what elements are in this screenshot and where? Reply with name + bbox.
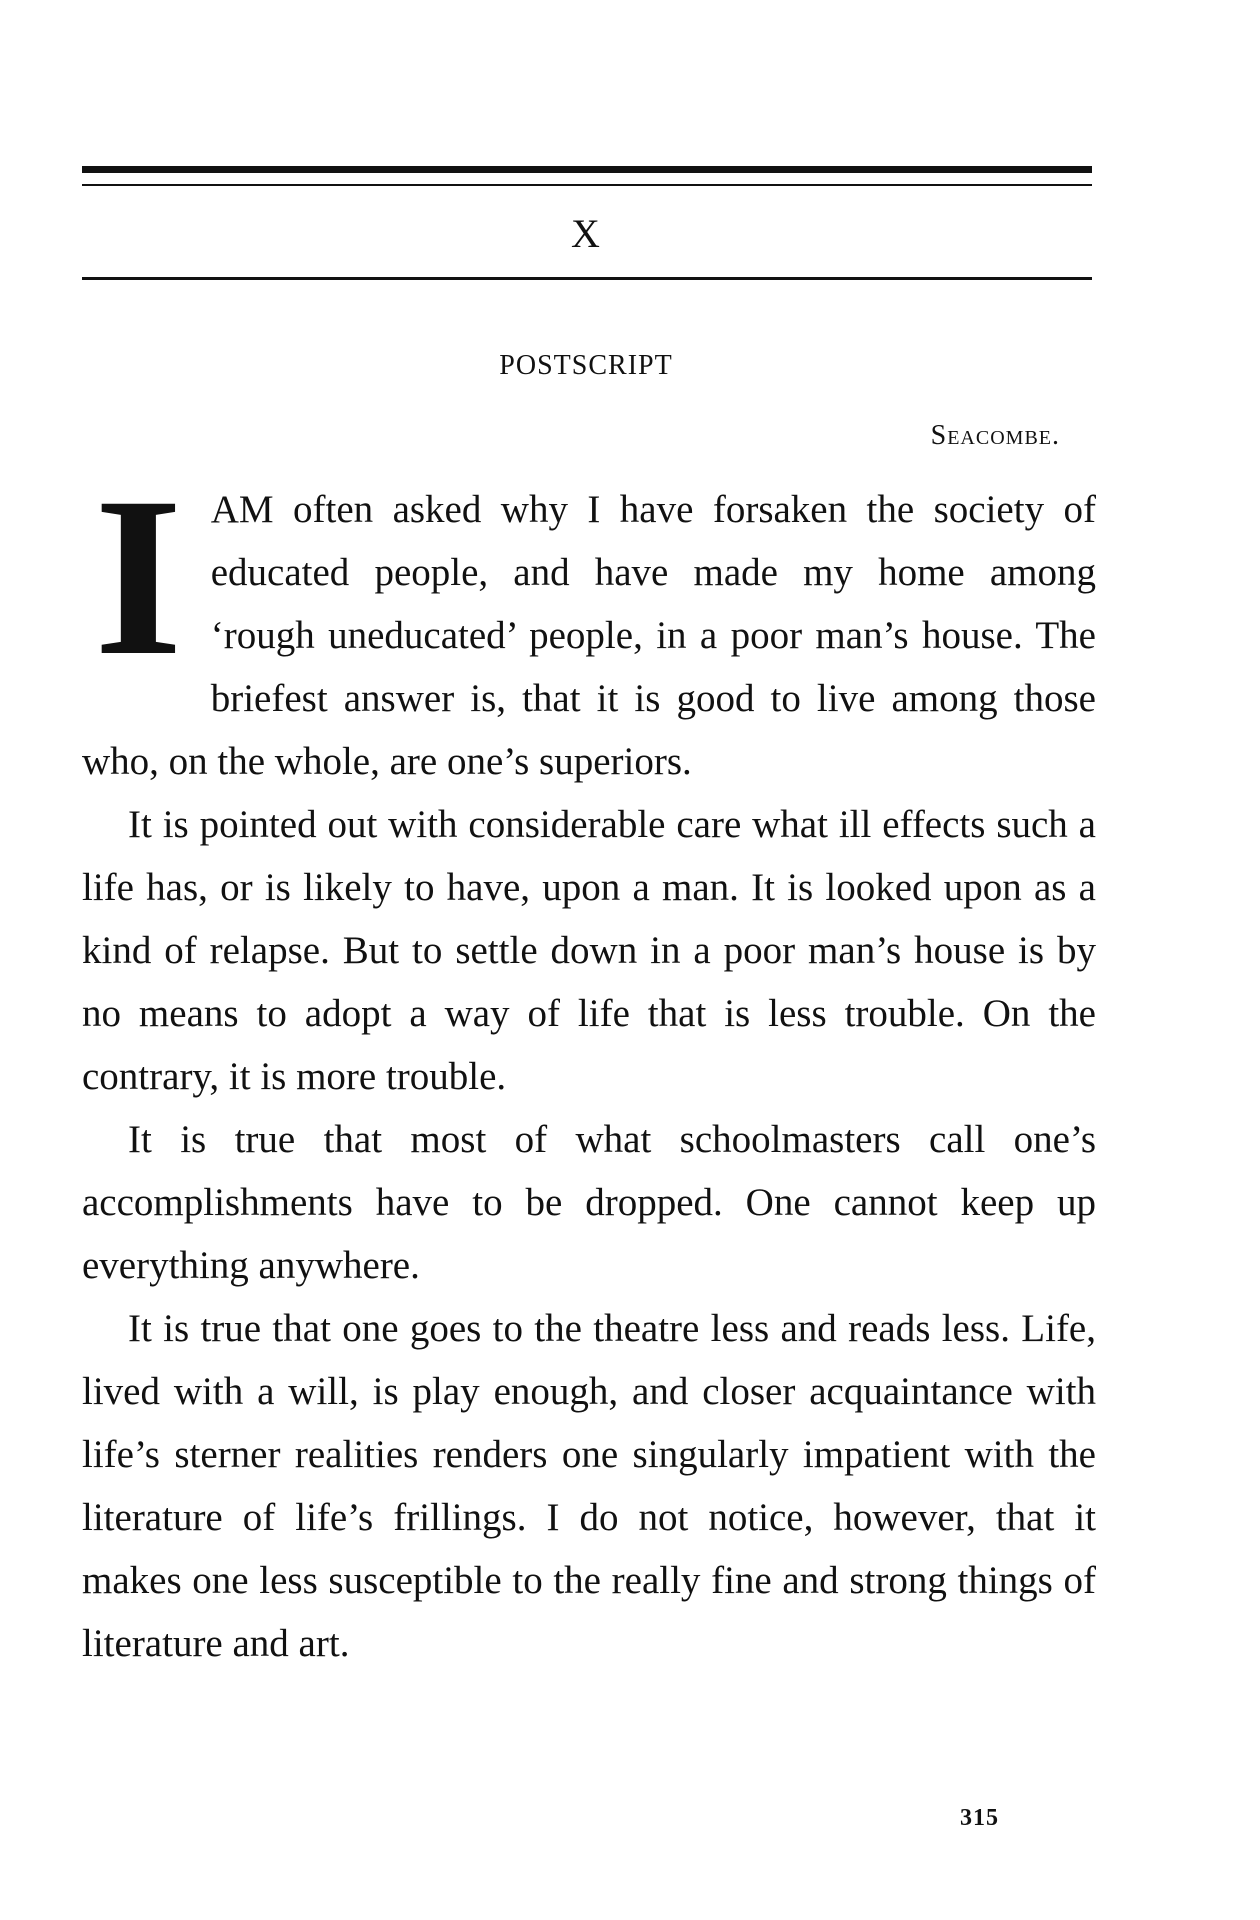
- header-rule-thin: [82, 184, 1092, 186]
- paragraph-3: It is true that most of what schoolmasters call one’s accomplishments have to be dropped. One cannot keep up everything anywhere.: [82, 1118, 1096, 1287]
- paragraph-4: It is true that one goes to the theatre less and reads less. Life, lived with a will, is play enough, and closer acquaintance with life’s sterner realities renders one singularly impatient with the literature of life’s frillings. I do not notice, however, that it makes one less susceptible to the really fine and strong things of literature and art.: [82, 1307, 1096, 1665]
- drop-cap: I: [94, 451, 183, 703]
- header-rule-thick: [82, 166, 1092, 173]
- first-words: AM: [210, 488, 274, 531]
- paragraph-2: It is pointed out with considerable care what ill effects such a life has, or is likely to have, upon a man. It is looked upon as a kind of relapse. But to settle down in a poor man’s house is by no means to adopt a way of life that is less trouble. On the contrary, it is more trouble.: [82, 803, 1096, 1098]
- place-heading: Seacombe.: [930, 420, 1060, 451]
- body-text: [82, 451, 1096, 1675]
- chapter-number: X: [571, 211, 601, 256]
- paragraph-1-text: often asked why I have forsaken the society of educated people, and have made my home among ‘rough uneducated’ people, in a poor man’s house. The briefest answer is, that it is good to live among those who, on the whole, are one’s superiors.: [82, 488, 1096, 783]
- chapter-rule: [82, 277, 1092, 280]
- chapter-title: POSTSCRIPT: [499, 350, 673, 381]
- paragraph-1: [82, 451, 1096, 793]
- page-number: 315: [960, 1805, 999, 1831]
